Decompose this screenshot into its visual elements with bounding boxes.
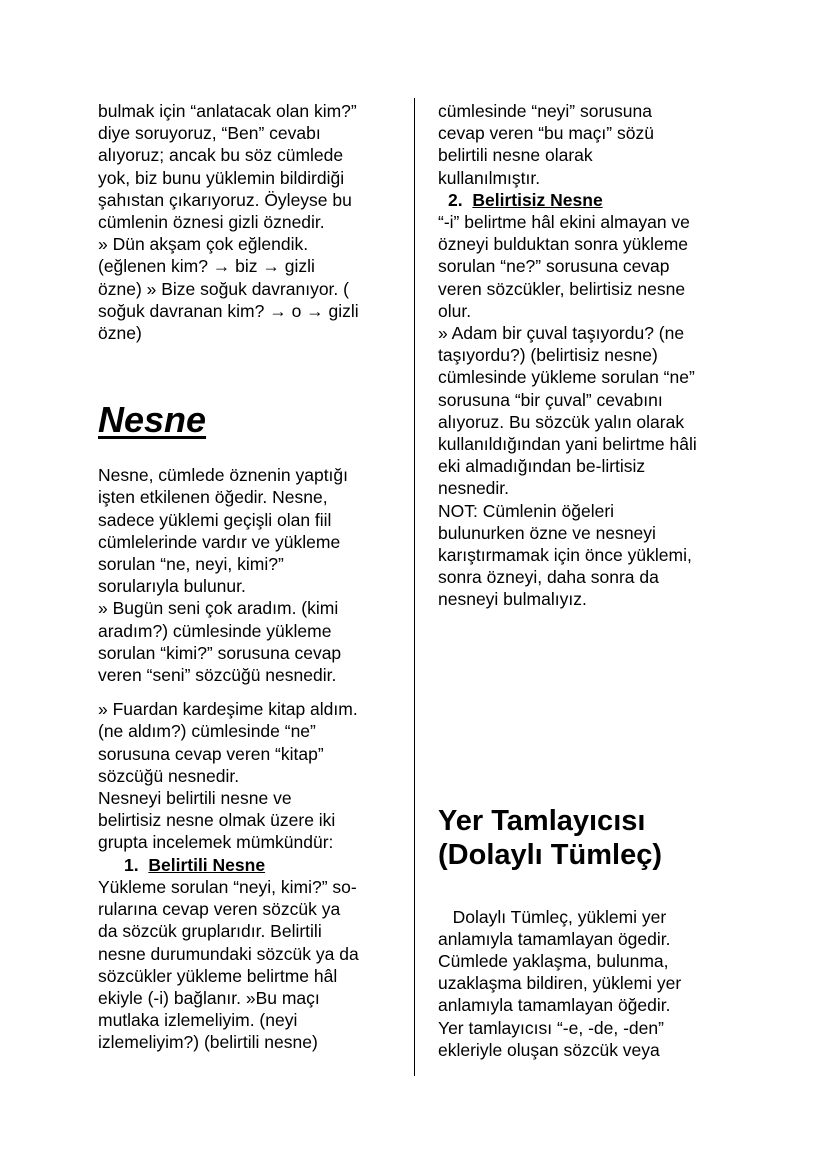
text-line: sorulan “kimi?” sorusuna cevap: [98, 642, 342, 663]
text-line: nesnedir.: [438, 478, 510, 499]
list-number: 2.: [448, 189, 463, 210]
subject-explanation-paragraph: [98, 100, 398, 344]
section-heading-line: Yer Tamlayıcısı: [438, 804, 646, 837]
text-line: alıyoruz. Bu sözcük yalın olarak: [438, 411, 685, 432]
nesne-definition-paragraph: [98, 464, 398, 686]
text-line: cevap veren “bu maçı” sözü: [438, 123, 654, 144]
text-line: Yükleme sorulan “neyi, kimi?” so-: [98, 876, 357, 897]
text-line: ekiyle (-i) bağlanır. »Bu maçı: [98, 987, 320, 1008]
text-line: kullanıldığından yani belirtme hâli: [438, 434, 697, 455]
text-line: uzaklaşma bildiren, yüklemi yer: [438, 973, 682, 994]
text-line: diye soruyoruz, “Ben” cevabı: [98, 123, 321, 144]
text-line: da sözcük gruplarıdır. Belirtili: [98, 921, 322, 942]
text-line: taşıyordu?) (belirtisiz nesne): [438, 345, 658, 366]
text-line: belirtisiz nesne olmak üzere iki: [98, 810, 336, 831]
text-line: Yer tamlayıcısı “-e, -de, -den”: [438, 1017, 664, 1038]
text-line: soğuk davranan kim? → o → gizli: [98, 300, 359, 321]
text-line: (eğlenen kim? → biz → gizli: [98, 256, 315, 277]
belirtili-nesne-continuation: [438, 100, 738, 189]
text-line: sorularıyla bulunur.: [98, 576, 246, 597]
list-heading-belirtili-nesne: [98, 854, 398, 876]
text-line: rularına cevap veren sözcük ya: [98, 899, 341, 920]
text-line: mutlaka izlemeliyim. (neyi: [98, 1010, 298, 1031]
section-heading-line: (Dolaylı Tümleç): [438, 838, 662, 871]
text-line: alıyoruz; ancak bu söz cümlede: [98, 145, 344, 166]
text-line: kullanılmıştır.: [438, 167, 541, 188]
text-line: grupta incelemek mümkündür:: [98, 832, 334, 853]
text-line: eki almadığından be-lirtisiz: [438, 456, 646, 477]
text-line: sonra özneyi, daha sonra da: [438, 567, 659, 588]
nesne-example-paragraph: [98, 698, 398, 853]
belirtili-nesne-paragraph: [98, 876, 398, 1054]
text-line: Cümlede yaklaşma, bulunma,: [438, 951, 669, 972]
text-line: Nesneyi belirtili nesne ve: [98, 788, 292, 809]
left-column: [98, 100, 398, 1054]
text-line: cümlenin öznesi gizli öznedir.: [98, 212, 325, 233]
text-line: veren “seni” sözcüğü nesnedir.: [98, 665, 337, 686]
text-line: olur.: [438, 300, 472, 321]
text-line: cümlelerinde vardır ve yükleme: [98, 531, 341, 552]
section-heading-yer-tamlayicisi: [438, 804, 738, 872]
list-title: Belirtili Nesne: [148, 854, 266, 875]
text-line: » Dün akşam çok eğlendik.: [98, 234, 309, 255]
text-line: sözcüğü nesnedir.: [98, 765, 240, 786]
text-line: veren sözcükler, belirtisiz nesne: [438, 278, 686, 299]
text-line: bulunurken özne ve nesneyi: [438, 522, 656, 543]
text-line: sözcükler yükleme belirtme hâl: [98, 965, 338, 986]
text-line: özne) » Bize soğuk davranıyor. (: [98, 278, 349, 299]
section-heading-nesne: Nesne: [98, 399, 207, 441]
text-line: işten etkilenen öğedir. Nesne,: [98, 487, 328, 508]
text-line: şahıstan çıkarıyoruz. Öyleyse bu: [98, 189, 352, 210]
text-line: bulmak için “anlatacak olan kim?”: [98, 101, 357, 121]
text-line: cümlesinde “neyi” sorusuna: [438, 101, 652, 121]
text-line: nesneyi bulmalıyız.: [438, 589, 587, 610]
text-line: Dolaylı Tümleç, yüklemi yer: [438, 906, 667, 927]
text-line: sorulan “ne?” sorusuna cevap: [438, 256, 670, 277]
text-line: anlamıyla tamamlayan ögedir.: [438, 928, 671, 949]
right-column: [438, 100, 738, 1061]
belirtisiz-nesne-paragraph: [438, 211, 738, 611]
text-line: » Bugün seni çok aradım. (kimi: [98, 598, 339, 619]
text-line: (ne aldım?) cümlesinde “ne”: [98, 721, 316, 742]
text-line: » Adam bir çuval taşıyordu? (ne: [438, 323, 685, 344]
text-line: nesne durumundaki sözcük ya da: [98, 943, 359, 964]
text-line: sorusuna “bir çuval” cevabını: [438, 389, 663, 410]
text-line: ekleriyle oluşan sözcük veya: [438, 1039, 660, 1060]
list-heading-belirtisiz-nesne: [438, 189, 738, 211]
text-line: NOT: Cümlenin öğeleri: [438, 500, 615, 521]
text-line: “-i” belirtme hâl ekini almayan ve: [438, 212, 690, 233]
text-line: belirtili nesne olarak: [438, 145, 593, 166]
list-title: Belirtisiz Nesne: [472, 189, 603, 210]
text-line: » Fuardan kardeşime kitap aldım.: [98, 699, 358, 720]
text-line: izlemeliyim?) (belirtili nesne): [98, 1032, 318, 1053]
list-number: 1.: [124, 854, 139, 875]
yer-tamlayicisi-paragraph: [438, 906, 738, 1061]
text-line: sadece yüklemi geçişli olan fiil: [98, 509, 332, 530]
text-line: aradım?) cümlesinde yükleme: [98, 620, 332, 641]
text-line: Nesne, cümlede öznenin yaptığı: [98, 465, 349, 486]
text-line: cümlesinde yükleme sorulan “ne”: [438, 367, 695, 388]
text-line: karıştırmamak için önce yüklemi,: [438, 545, 692, 566]
text-line: anlamıyla tamamlayan öğedir.: [438, 995, 671, 1016]
text-line: özneyi bulduktan sonra yükleme: [438, 234, 689, 255]
column-divider: [414, 98, 415, 1076]
text-line: sorulan “ne, neyi, kimi?”: [98, 554, 284, 575]
text-line: özne): [98, 323, 142, 344]
text-line: yok, biz bunu yüklemin bildirdiği: [98, 167, 345, 188]
text-line: sorusuna cevap veren “kitap”: [98, 743, 324, 764]
